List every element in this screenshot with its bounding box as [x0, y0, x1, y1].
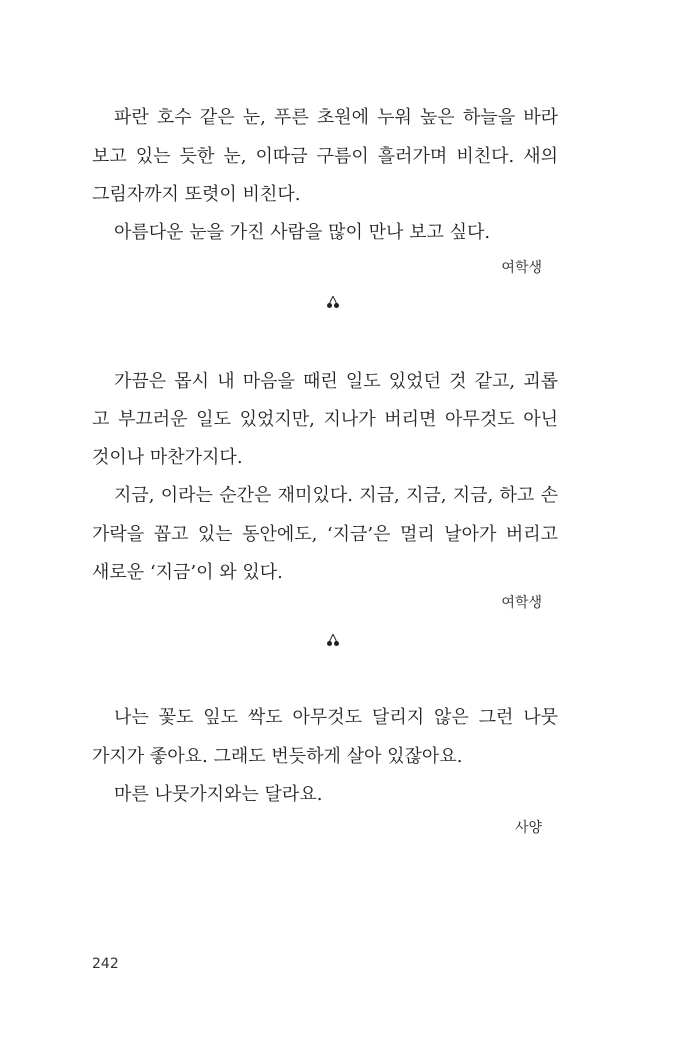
text-line: 새로운 ‘지금’이 와 있다.	[92, 562, 283, 583]
cherry-icon	[326, 633, 340, 647]
text-line: 지금, 이라는 순간은 재미있다. 지금, 지금, 지금, 하고 손	[114, 485, 558, 506]
page-number: 242	[92, 956, 119, 972]
author: 사양	[514, 820, 542, 836]
author: 여학생	[501, 595, 542, 611]
text-line: 고 부끄러운 일도 있었지만, 지나가 버리면 아무것도 아닌	[92, 409, 558, 430]
text-line: 가락을 꼽고 있는 동안에도, ‘지금’은 멀리 날아가 버리고	[92, 524, 558, 545]
text-line: 그림자까지 또렷이 비친다.	[92, 184, 301, 205]
text-line: 가끔은 몹시 내 마음을 때린 일도 있었던 것 같고, 괴롭	[114, 371, 558, 392]
text-line: 아름다운 눈을 가진 사람을 많이 만나 보고 싶다.	[114, 222, 491, 243]
text-line: 나는 꽃도 잎도 싹도 아무것도 달리지 않은 그런 나뭇	[114, 707, 558, 728]
text-line: 마른 나뭇가지와는 달라요.	[114, 784, 323, 805]
text-line: 것이나 마찬가지다.	[92, 447, 243, 468]
cherry-icon	[326, 295, 340, 309]
text-line: 파란 호수 같은 눈, 푸른 초원에 누워 높은 하늘을 바라	[114, 107, 558, 128]
text-line: 가지가 좋아요. 그래도 번듯하게 살아 있잖아요.	[92, 746, 463, 767]
author: 여학생	[501, 260, 542, 276]
text-line: 보고 있는 듯한 눈, 이따금 구름이 흘러가며 비친다. 새의	[92, 146, 558, 167]
